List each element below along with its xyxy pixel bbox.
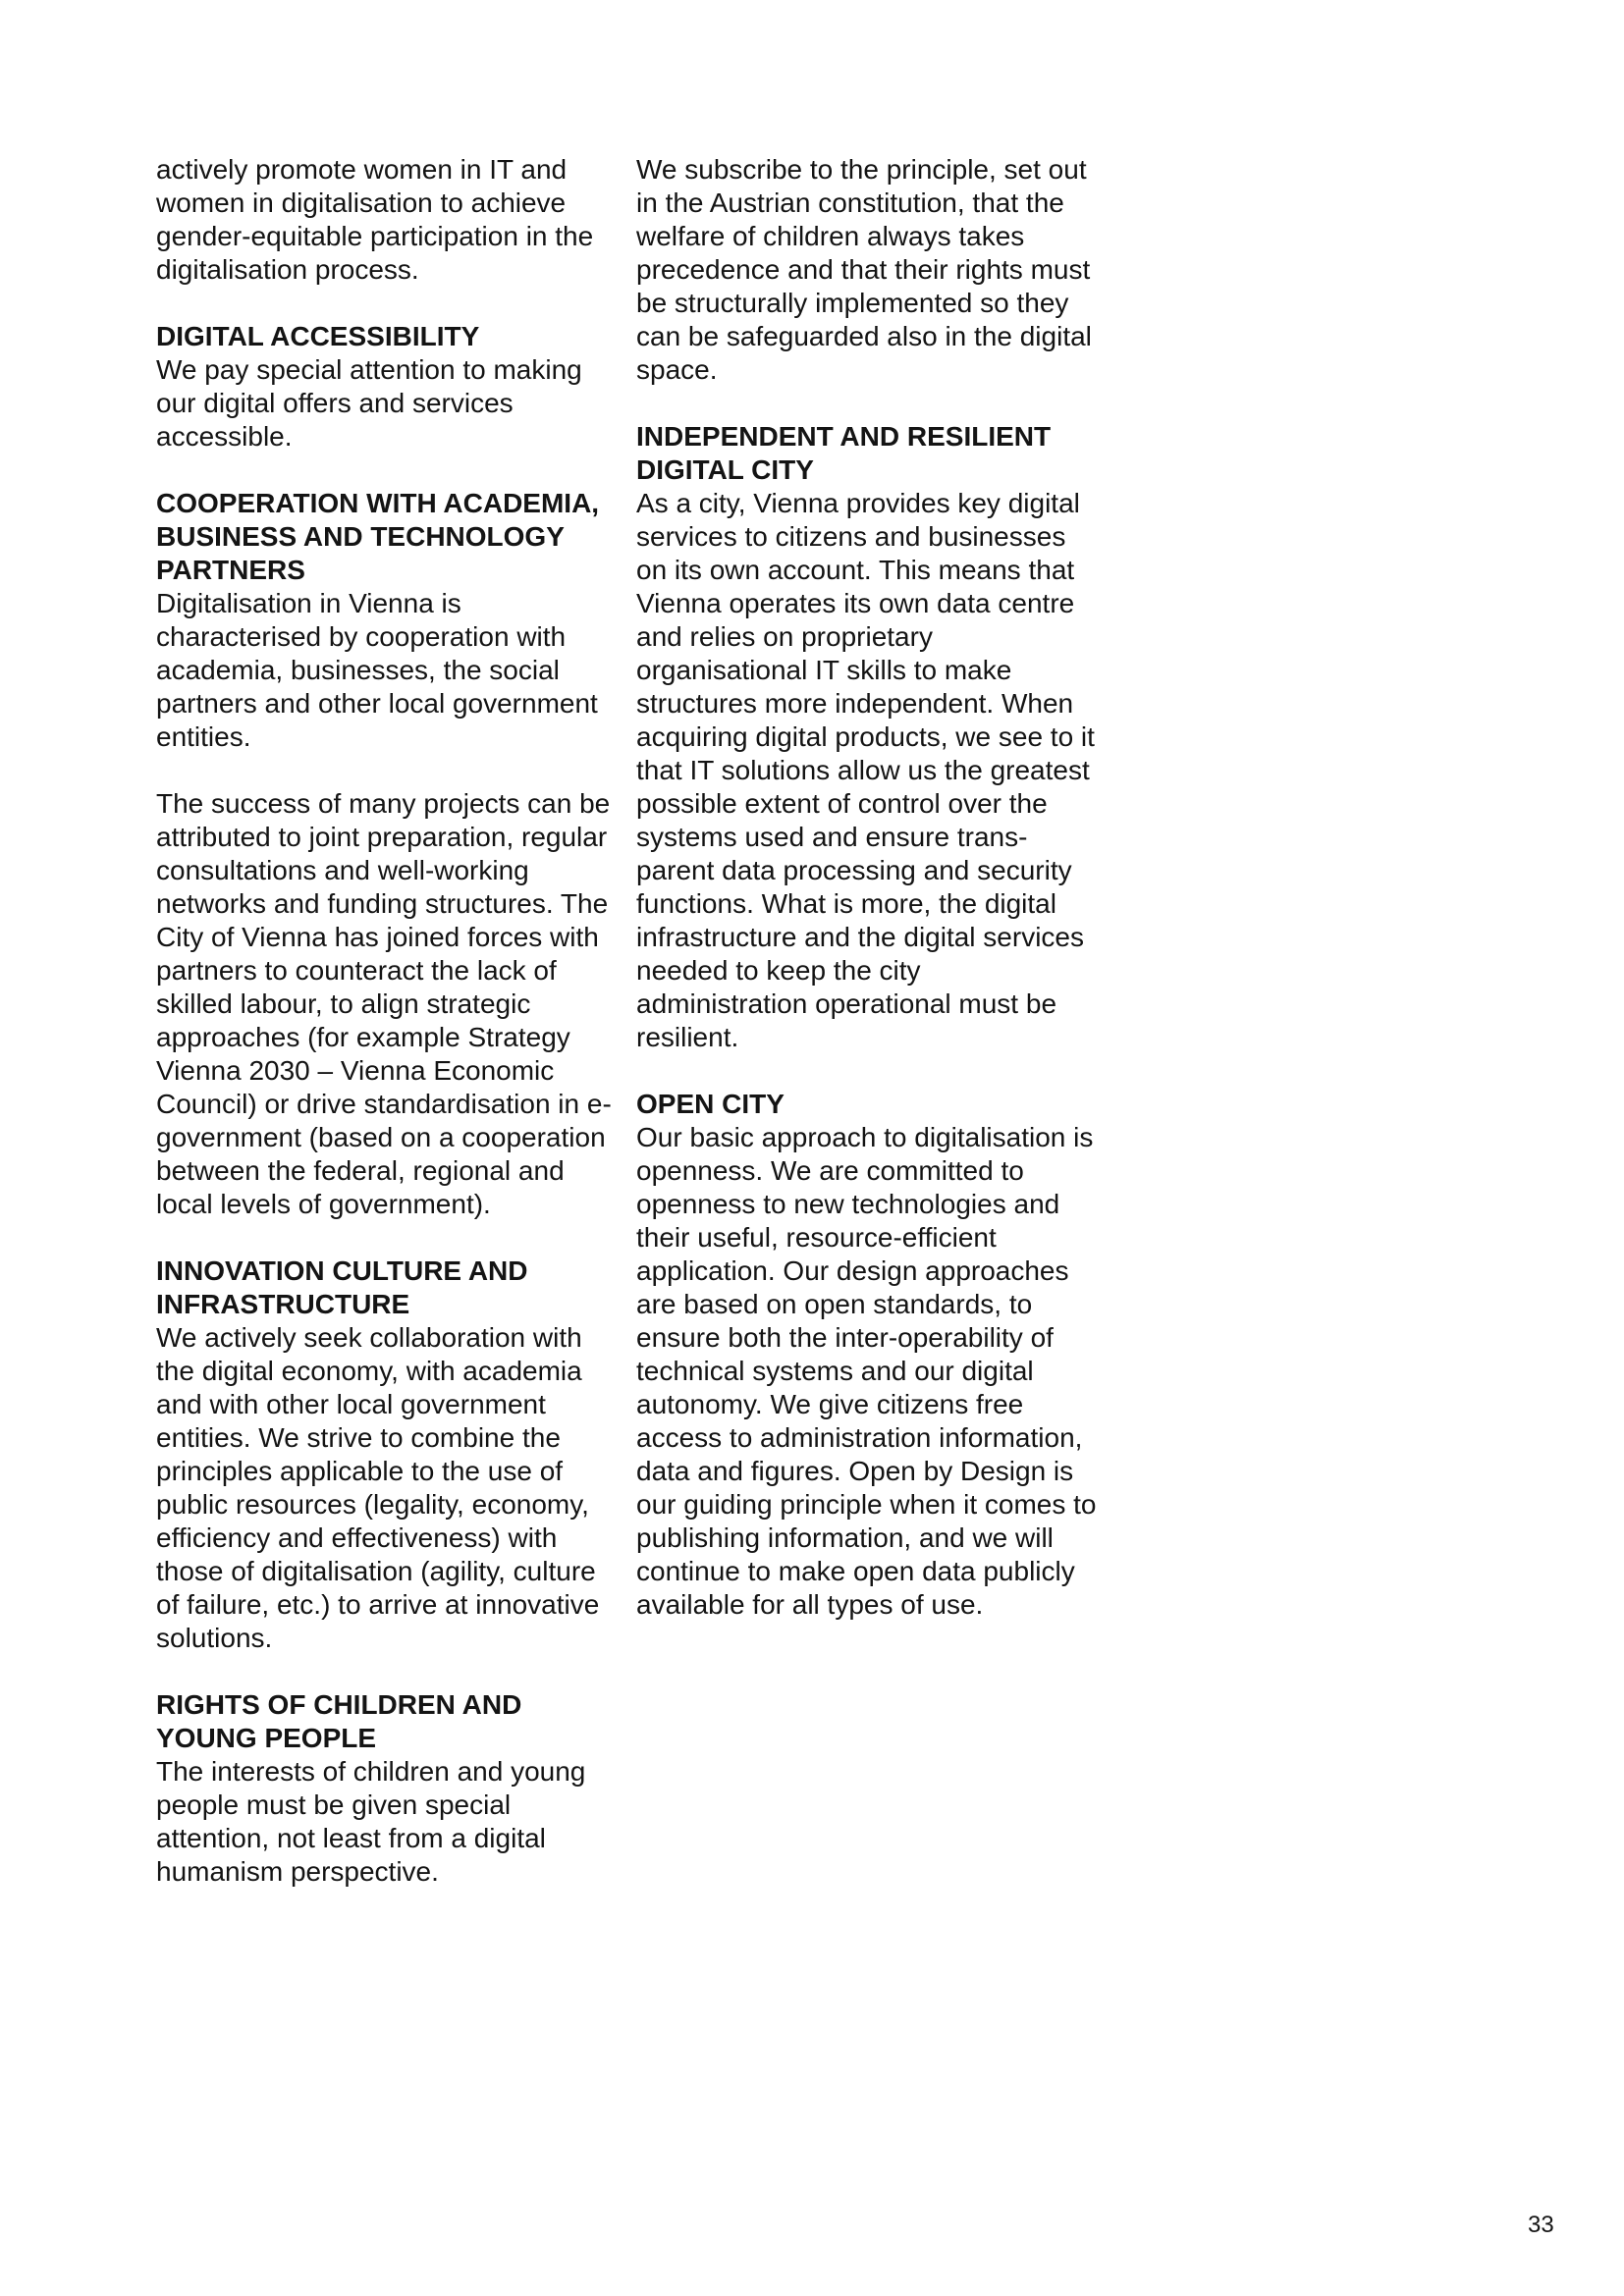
section-digital-accessibility	[156, 320, 613, 454]
intro-block-left	[156, 153, 613, 287]
intro-block-right	[636, 153, 1098, 387]
section-innovation-culture	[156, 1255, 613, 1655]
section-paragraph: As a city, Vienna provides key digital services to citizens and businesses on its own account. This means that Vienna operates its own data centre and relies on proprietary organisational IT skills to make structures more independent. When acquiring digital products, we see to it that IT solutions allow us the greatest possible extent of control over the systems used and ensure trans-parent data processing and security functions. What is more, the digital infrastructure and the digital services needed to keep the city administration operational must be resilient.	[636, 488, 1095, 1052]
section-paragraph: The success of many projects can be attributed to joint preparation, regular consultations and well-working networks and funding structures. The City of Vienna has joined forces with partners to counteract the lack of skilled labour, to align strategic approaches (for example Strategy Vienna 2030 – Vienna Economic Council) or drive standardisation in e-government (based on a cooperation between the federal, regional and local levels of government).	[156, 788, 612, 1219]
section-heading: OPEN CITY	[636, 1089, 785, 1119]
section-heading: INDEPENDENT AND RESILIENT DIGITAL CITY	[636, 421, 1052, 485]
section-paragraph: We pay special attention to making our digital offers and services accessible.	[156, 354, 582, 452]
section-cooperation	[156, 487, 613, 754]
section-paragraph: Digitalisation in Vienna is characterised by cooperation with academia, businesses, the social partners and other local government entities.	[156, 588, 598, 752]
section-heading: INNOVATION CULTURE AND INFRASTRUCTURE	[156, 1255, 528, 1319]
section-heading: DIGITAL ACCESSIBILITY	[156, 321, 480, 351]
section-independent-resilient-city	[636, 420, 1098, 1054]
section-paragraph: Our basic approach to digitalisation is openness. We are committed to openness to new technologies and their useful, resource-efficient application. Our design approaches are based on open standards, to ensure both the inter-operability of technical systems and our digital autonomy. We give citizens free access to administration information, data and figures. Open by Design is our guiding principle when it comes to publishing information, and we will continue to make open data publicly available for all types of use.	[636, 1122, 1097, 1620]
right-column	[636, 153, 1098, 1655]
intro-paragraph: We subscribe to the principle, set out in the Austrian constitution, that the welfare of children always takes precedence and that their rights must be structurally implemented so they can be safeguarded also in the digital space.	[636, 154, 1092, 385]
intro-paragraph: actively promote women in IT and women in digitalisation to achieve gender-equitable participation in the digitalisation process.	[156, 154, 594, 285]
section-paragraph: We actively seek collaboration with the digital economy, with academia and with other local government entities. We strive to combine the principles applicable to the use of public resources (legality, economy, efficiency and effectiveness) with those of digitalisation (agility, culture of failure, etc.) to arrive at innovative solutions.	[156, 1322, 600, 1653]
section-cooperation-continued	[156, 787, 613, 1221]
section-heading: COOPERATION WITH ACADEMIA, BUSINESS AND TECHNOLOGY PARTNERS	[156, 488, 600, 585]
section-open-city	[636, 1088, 1098, 1622]
section-paragraph: The interests of children and young people must be given special attention, not least from a digital humanism perspective.	[156, 1756, 586, 1887]
left-column	[156, 153, 613, 1922]
section-heading: RIGHTS OF CHILDREN AND YOUNG PEOPLE	[156, 1689, 522, 1753]
page-number: 33	[1528, 2212, 1554, 2238]
section-rights-of-children	[156, 1688, 613, 1889]
